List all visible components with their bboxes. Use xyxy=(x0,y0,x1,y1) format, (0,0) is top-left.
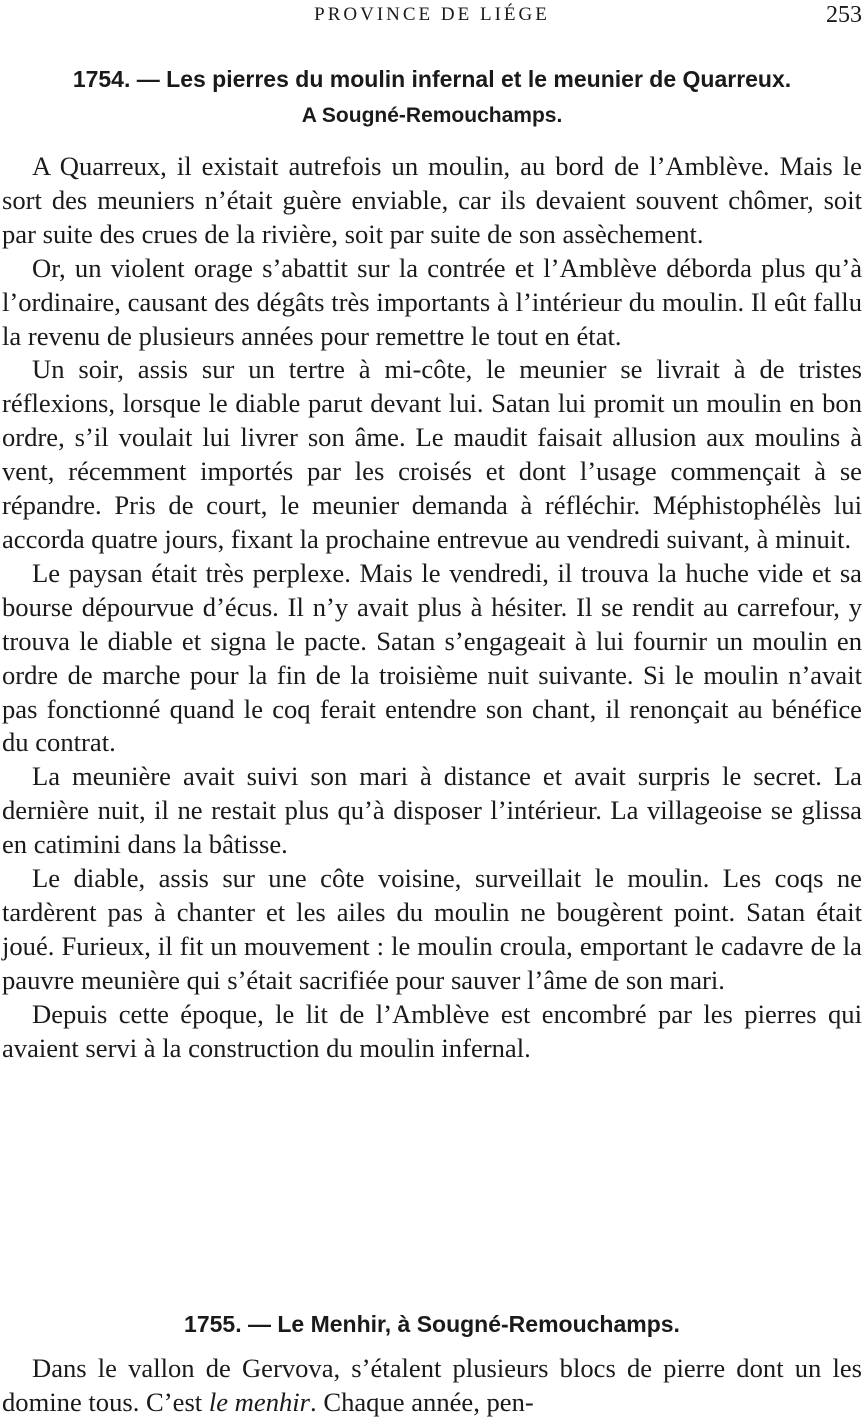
paragraph: Le paysan était très perplexe. Mais le vendredi, il trouva la huche vide et sa bourse dépourvue d’écus. Il n’y avait plus à hésiter. Il se rendit au carrefour, y trouva le diable et signa le pacte. Satan s’engageait à lui fournir un moulin en ordre de marche pour la fin de la troisième nuit suivante. Si le moulin n’avait pas fonctionné quand le coq ferait entendre son chant, il renonçait au bénéfice du contrat. xyxy=(2,557,862,758)
entry-1754-heading xyxy=(0,66,864,93)
paragraph: Un soir, assis sur un tertre à mi-côte, le meunier se livrait à de tristes réflexions, lorsque le diable parut devant lui. Satan lui promit un moulin en bon ordre, s’il voulait lui livrer son âme. Le maudit faisait allusion aux moulins à vent, récemment importés par les croisés et dont l’usage commençait à se répandre. Pris de court, le meunier demanda à réfléchir. Méphistophélès lui accorda quatre jours, fixant la prochaine entrevue au vendredi suivant, à minuit. xyxy=(2,354,862,554)
entry-1755-number: 1755. xyxy=(184,1311,242,1337)
paragraph-text: . Chaque année, pen- xyxy=(310,1386,534,1417)
entry-1754-title: Les pierres du moulin infernal et le meunier de Quarreux. xyxy=(166,66,792,92)
paragraph xyxy=(2,1352,862,1420)
page-number: 253 xyxy=(826,2,862,28)
entry-1755-title: Le Menhir, à Sougné-Remouchamps. xyxy=(277,1311,680,1337)
paragraph: A Quarreux, il existait autrefois un moulin, au bord de l’Amblève. Mais le sort des meuniers n’était guère enviable, car ils devaient souvent chômer, soit par suite des crues de la rivière, soit par suite de son assèchement. xyxy=(2,151,862,249)
paragraph-text: Dans le vallon de Gervova, s’étalent plusieurs blocs de pierre dont un les domine tous. C’est xyxy=(2,1353,862,1417)
running-title: PROVINCE DE LIÉGE xyxy=(314,4,550,25)
entry-1754-body xyxy=(2,150,862,1065)
paragraph: Le diable, assis sur une côte voisine, surveillait le moulin. Les coqs ne tardèrent pas à chanter et les ailes du moulin ne bougèrent point. Satan était joué. Furieux, il fit un mouvement : le moulin croula, emportant le cadavre de la pauvre meunière qui s’était sacrifiée pour sauver l’âme de son mari. xyxy=(2,863,862,995)
paragraph: La meunière avait suivi son mari à distance et avait surpris le secret. La dernière nuit, il ne restait plus qu’à disposer l’intérieur. La villageoise se glissa en catimini dans la bâtisse. xyxy=(2,761,862,860)
entry-1755-body xyxy=(2,1352,862,1420)
emphasized-term: le menhir xyxy=(208,1386,311,1417)
entry-1755-dash: — xyxy=(247,1311,271,1337)
entry-1754-dash: — xyxy=(136,66,160,92)
entry-1755-heading xyxy=(0,1311,864,1338)
running-head xyxy=(0,2,864,32)
entry-1754-number: 1754. xyxy=(72,66,131,92)
paragraph: Depuis cette époque, le lit de l’Amblève est encombré par les pierres qui avaient servi à la construction du moulin infernal. xyxy=(2,998,862,1063)
paragraph: Or, un violent orage s’abattit sur la contrée et l’Amblève déborda plus qu’à l’ordinaire, causant des dégâts très importants à l’intérieur du moulin. Il eût fallu la revenu de plusieurs années pour remettre le tout en état. xyxy=(2,252,862,351)
entry-1754-place: A Sougné-Remouchamps. xyxy=(301,104,563,127)
